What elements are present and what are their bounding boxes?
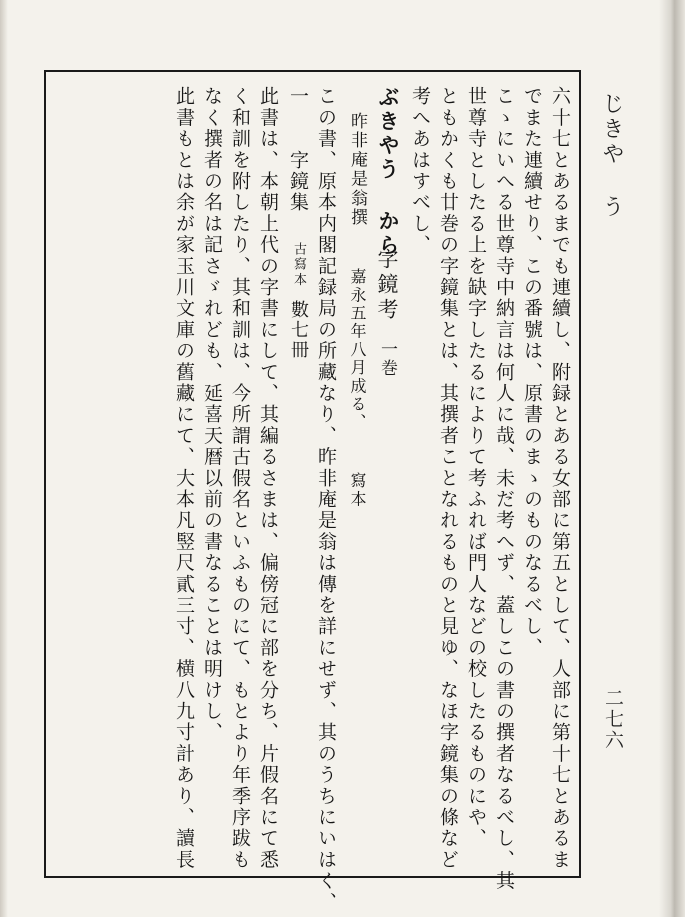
text-column: なく撰者の名は記さゞれども、延喜天暦以前の書なることは明けし、 [201, 86, 223, 744]
text-column: 六十七とあるまでも連續し、附録とある女部に第五として、人部に第十七とあるま [549, 86, 571, 871]
text-column: でまた連續せり、この番號は、原書のまゝのものなるべし、 [521, 86, 543, 659]
text-column: こゝにいへる世尊寺中納言は何人に哉、未だ考へず、蓋しこの書の撰者なるべし、其 [493, 86, 515, 892]
text-column: ともかくも廿巻の字鏡集とは、其撰者ことなれるものと見ゆ、なほ字鏡集の條など [437, 86, 459, 871]
scan-edge-right [659, 0, 685, 917]
list-item-label: 一 字鏡集 [287, 86, 309, 214]
entry-heading: ぶきやう から [376, 86, 401, 258]
scan-edge-left [0, 0, 8, 917]
text-column: 此書もとは余が家玉川文庫の舊藏にて、大本凡竪尺貳三寸、横八九寸計あり、讀長 [173, 86, 195, 871]
entry-date: 嘉永五年八月成る、 [348, 268, 367, 432]
text-column: く和訓を附したり、其和訓は、今所謂古假名といふものにて、もとより年季序跋も [229, 86, 251, 871]
text-column: この書、原本内閣記録局の所藏なり、昨非庵是翁は傳を詳にせず、其のうちにいはく、 [315, 86, 337, 913]
text-frame [44, 70, 581, 913]
list-item-note: 古寫本 [291, 242, 306, 288]
list-item-volumes: 數七冊 [288, 300, 309, 361]
text-column: 考へあはすべし、 [409, 86, 431, 256]
entry-author: 昨非庵是翁撰 [347, 112, 367, 228]
entry-title: 字鏡考 [375, 248, 399, 323]
text-column: 世尊寺としたる上を缺字したるによりて考ふれば門人などの校したるものにや、 [465, 86, 487, 850]
entry-format: 寫本 [348, 472, 367, 509]
page-number: 二七六 [602, 688, 624, 751]
running-head: じきや う [599, 92, 624, 220]
entry-volumes: 一巻 [377, 340, 397, 379]
text-column: 此書は、本朝上代の字書にして、其編るさまは、偏傍冠に部を分ち、片假名にて悉 [257, 86, 279, 871]
